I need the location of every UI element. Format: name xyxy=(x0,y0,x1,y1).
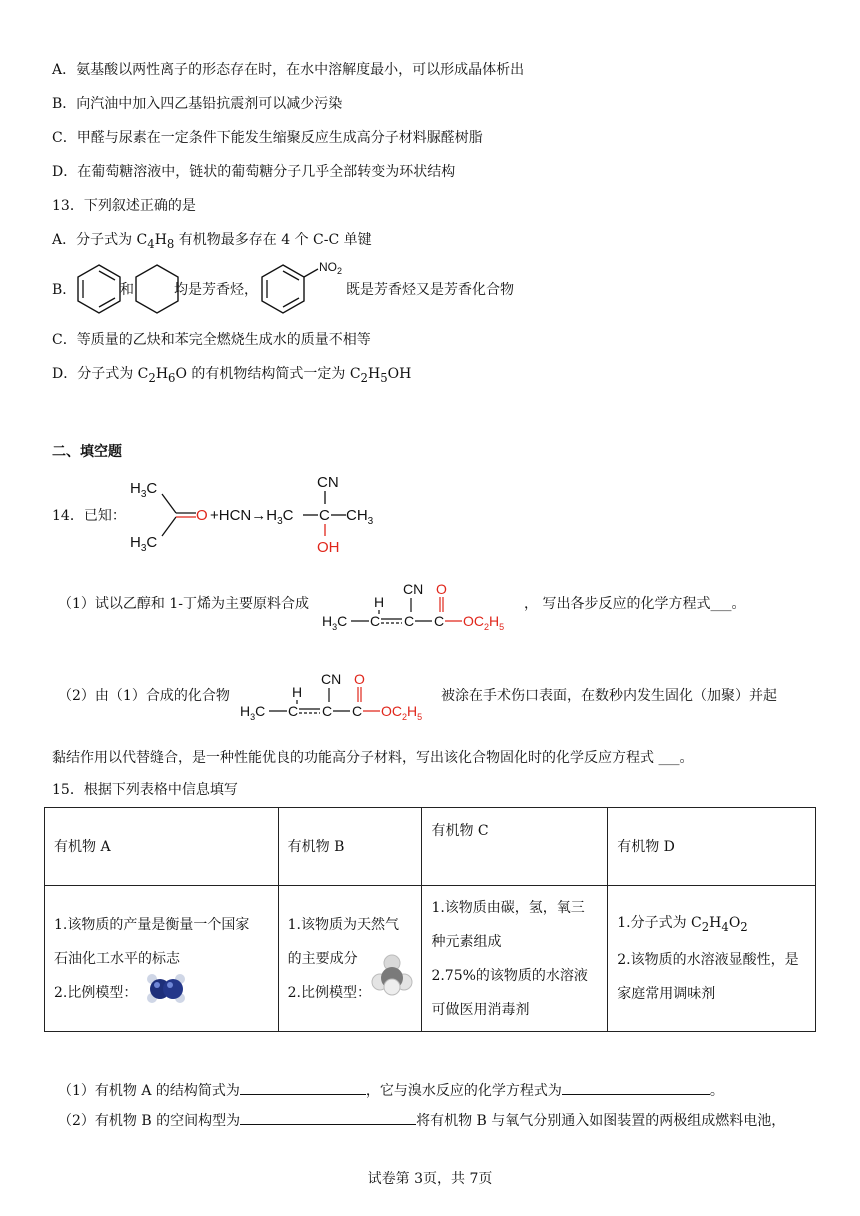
q12-option-d: D．在葡萄糖溶液中，链状的葡萄糖分子几乎全部转变为环状结构 xyxy=(52,164,456,180)
svg-text:H3C: $H_3C$ xyxy=(130,534,158,554)
svg-text:NO2: $NO_2$ xyxy=(319,260,343,276)
q15-part2: （2）有机物 B 的空间构型为 将有机物 B 与氧气分别通入如图装置的两极组成燃料电池， xyxy=(58,1110,785,1131)
svg-text:OH: OH xyxy=(317,539,340,556)
q14-part2-tail: 被涂在手术伤口表面，在数秒内发生固化（加聚）并起 xyxy=(441,688,777,704)
svg-text:C: C xyxy=(370,613,381,629)
page-footer: 试卷第 3页，共 7页 xyxy=(367,1171,493,1187)
table-cell-a: 1.该物质的产量是衡量一个国家 石油化工水平的标志 2.比例模型： xyxy=(45,886,279,1032)
table-header: 有机物 D xyxy=(608,808,816,886)
q15-part1: （1）有机物 A 的结构简式为 ，它与溴水反应的化学方程式为 。 xyxy=(58,1080,724,1101)
svg-text:CN: CN xyxy=(317,474,339,491)
section-title: 二、填空题 xyxy=(52,444,122,460)
svg-text:+HCN→H3C: $+HCN\to H_3C$ xyxy=(210,507,294,527)
table-cell-b: 1.该物质为天然气 的主要成分 2.比例模型： xyxy=(278,886,422,1032)
svg-text:CN: CN xyxy=(403,581,424,597)
cyanoacrylate-structure-2 xyxy=(236,668,446,724)
svg-text:CN: CN xyxy=(321,671,342,687)
svg-text:H: H xyxy=(374,594,385,610)
info-table xyxy=(44,807,816,1032)
svg-text:H3C: $H_3C$ xyxy=(240,703,266,722)
svg-text:O: O xyxy=(436,581,447,597)
svg-text:C: C xyxy=(322,703,333,719)
svg-text:O: O xyxy=(354,671,365,687)
table-cell-c: 1.该物质由碳，氢，氧三 种元素组成 2.75%的该物质的水溶液 可做医用消毒剂 xyxy=(422,886,608,1032)
svg-text:CH3: $CH_3$ xyxy=(346,507,374,527)
svg-text:C: C xyxy=(434,613,445,629)
q13-option-d: D．分子式为 $C_2H_6O$ 的有机物结构简式一定为 $C_2H_5OH$ xyxy=(52,366,412,385)
table-header: 有机物 B xyxy=(278,808,422,886)
nitrobenzene-structure xyxy=(258,256,354,316)
q12-option-b: B．向汽油中加入四乙基铅抗震剂可以减少污染 xyxy=(52,96,343,112)
table-header: 有机物 C xyxy=(422,808,608,886)
svg-text:OC2H5: $OC_2H_5$ xyxy=(381,703,423,722)
q13-stem: 13．下列叙述正确的是 xyxy=(52,198,196,214)
q15-stem: 15．根据下列表格中信息填写 xyxy=(52,782,238,798)
benzene-structure xyxy=(74,263,124,315)
q14-part2-line2: 黏结作用以代替缝合，是一种性能优良的功能高分子材料，写出该化合物固化时的化学反应方程式 ___。 xyxy=(52,750,694,766)
q12-option-c: C．甲醛与尿素在一定条件下能发生缩聚反应生成高分子材料脲醛树脂 xyxy=(52,130,483,146)
svg-text:O: O xyxy=(196,507,208,524)
q14-part1-text: （1）试以乙醇和 1-丁烯为主要原料合成 xyxy=(58,596,309,612)
q13-b-and: 和 xyxy=(120,282,134,298)
q14-stem: 14．已知： xyxy=(52,508,126,524)
ethylene-model-icon xyxy=(142,972,192,1006)
table-cell-d: 1.分子式为 $C_2H_4O_2$ 2.该物质的水溶液显酸性，是 家庭常用调味剂 xyxy=(608,886,816,1032)
svg-text:OC2H5: $OC_2H_5$ xyxy=(463,613,505,632)
q14-reaction-scheme xyxy=(126,470,396,560)
q13-option-a: A．分子式为 $C_4H_8$ 有机物最多存在 4 个 C-C 单键 xyxy=(52,232,372,251)
svg-text:C: C xyxy=(319,507,330,524)
methane-model-icon xyxy=(370,954,414,998)
svg-text:H3C: $H_3C$ xyxy=(130,480,158,500)
q14-part2-text: （2）由（1）合成的化合物 xyxy=(58,688,230,704)
svg-text:C: C xyxy=(352,703,363,719)
q13-option-b: B． xyxy=(52,282,77,298)
svg-text:C: C xyxy=(404,613,415,629)
svg-text:H3C: $H_3C$ xyxy=(322,613,348,632)
svg-text:C: C xyxy=(288,703,299,719)
q13-b-mid: 均是芳香烃， xyxy=(174,282,258,298)
table-header: 有机物 A xyxy=(45,808,279,886)
svg-text:H: H xyxy=(292,684,303,700)
q12-option-a: A．氨基酸以两性离子的形态存在时，在水中溶解度最小，可以形成晶体析出 xyxy=(52,62,525,78)
q13-b-post: 既是芳香烃又是芳香化合物 xyxy=(346,282,514,298)
q14-part1-tail: ， 写出各步反应的化学方程式___。 xyxy=(524,596,746,612)
cyanoacrylate-structure-1 xyxy=(318,578,528,634)
q13-option-c: C．等质量的乙炔和苯完全燃烧生成水的质量不相等 xyxy=(52,332,371,348)
